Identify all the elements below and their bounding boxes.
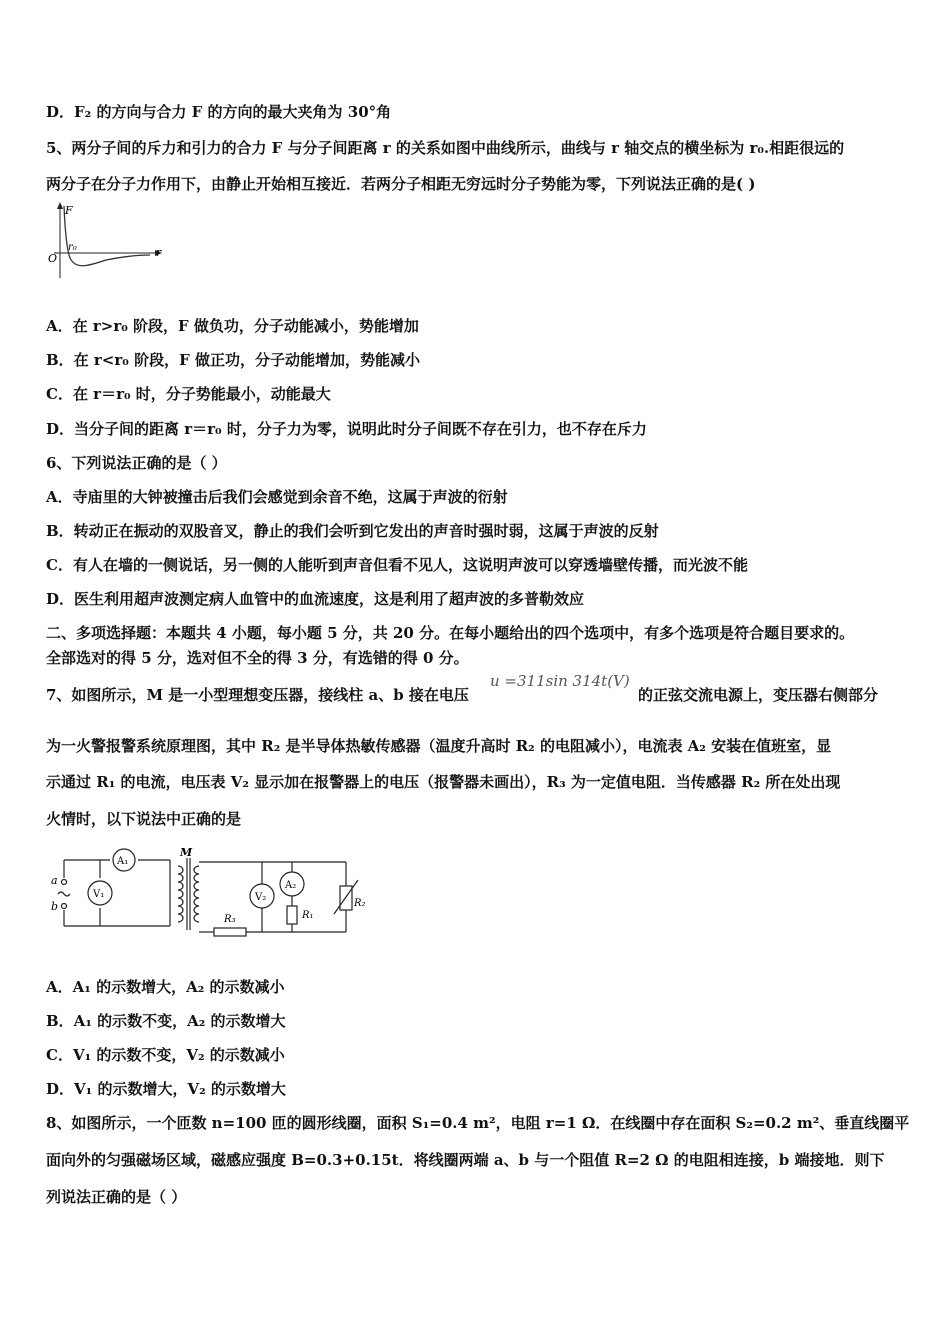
q6-option-a: A．寺庙里的大钟被撞击后我们会感觉到余音不绝，这属于声波的衍射 (46, 488, 508, 506)
label-a1: A₁ (117, 856, 129, 867)
label-v1: V₁ (93, 889, 105, 900)
y-axis-label: F (65, 204, 73, 217)
q5-option-a: A．在 r>r₀ 阶段，F 做负功，分子动能减小，势能增加 (46, 317, 419, 335)
q7-stem-4: 火情时，以下说法中正确的是 (46, 810, 242, 828)
q7-stem-2: 为一火警报警系统原理图，其中 R₂ 是半导体热敏传感器（温度升高时 R₂ 的电阻减小），电流表 A₂ 安装在值班室，显 (46, 737, 832, 755)
q7-option-b: B．A₁ 的示数不变，A₂ 的示数增大 (46, 1012, 286, 1030)
q5-option-b: B．在 r<r₀ 阶段，F 做正功，分子动能增加，势能减小 (46, 351, 420, 369)
q6-option-b: B．转动正在振动的双股音叉，静止的我们会听到它发出的声音时强时弱，这属于声波的反射 (46, 522, 659, 540)
x-axis-label: r (156, 246, 162, 259)
q7-option-a: A．A₁ 的示数增大，A₂ 的示数减小 (46, 978, 285, 996)
q7-option-c: C．V₁ 的示数不变，V₂ 的示数减小 (46, 1046, 285, 1064)
q5-stem-2: 两分子在分子力作用下，由静止开始相互接近．若两分子相距无穷远时分子势能为零，下列说法正确的是( ) (46, 175, 756, 193)
q8-stem-2: 面向外的匀强磁场区域，磁感应强度 B=0.3+0.15t．将线圈两端 a、b 与一个阻值 R=2 Ω 的电阻相连接，b 端接地．则下 (46, 1151, 885, 1169)
force-distance-graph (46, 200, 166, 282)
q8-stem-1: 8、如图所示，一个匝数 n=100 匝的圆形线圈，面积 S₁=0.4 m²，电阻 r=1 Ω．在线圈中存在面积 S₂=0.2 m²、垂直线圈平 (46, 1114, 910, 1132)
q7-stem-right: 的正弦交流电源上，变压器右侧部分 (638, 686, 879, 704)
label-a2: A₂ (285, 880, 297, 891)
q6-option-c: C．有人在墙的一侧说话，另一侧的人能听到声音但看不见人，这说明声波可以穿透墙壁传播，而光波不能 (46, 556, 748, 574)
section-2-heading-1: 二、多项选择题：本题共 4 小题，每小题 5 分，共 20 分。在每小题给出的四个选项中，有多个选项是符合题目要求的。 (46, 624, 855, 642)
q7-stem-left: 7、如图所示，M 是一小型理想变压器，接线柱 a、b 接在电压 (46, 686, 469, 704)
q7-option-d: D．V₁ 的示数增大，V₂ 的示数增大 (46, 1080, 286, 1098)
label-r2: R₂ (354, 898, 366, 909)
label-b: b (51, 900, 59, 913)
q8-stem-3: 列说法正确的是（ ） (46, 1188, 187, 1206)
label-v2: V₂ (255, 892, 267, 903)
label-r1: R₁ (302, 910, 314, 921)
q7-stem-3: 示通过 R₁ 的电流，电压表 V₂ 显示加在报警器上的电压（报警器未画出），R₃ 为一定值电阻．当传感器 R₂ 所在处出现 (46, 773, 841, 791)
q6-option-d: D．医生利用超声波测定病人血管中的血流速度，这是利用了超声波的多普勒效应 (46, 590, 585, 608)
section-2-heading-2: 全部选对的得 5 分，选对但不全的得 3 分，有选错的得 0 分。 (46, 649, 469, 667)
transformer-alarm-circuit (46, 844, 366, 940)
option-d-prev: D．F₂ 的方向与合力 F 的方向的最大夹角为 30°角 (46, 103, 392, 121)
q5-option-d: D．当分子间的距离 r＝r₀ 时，分子力为零，说明此时分子间既不存在引力，也不存在斥力 (46, 420, 647, 438)
r0-label: r₀ (68, 242, 77, 253)
label-m: M (180, 846, 193, 859)
q6-stem: 6、下列说法正确的是（ ） (46, 454, 227, 472)
q5-stem-1: 5、两分子间的斥力和引力的合力 F 与分子间距离 r 的关系如图中曲线所示，曲线与 r 轴交点的横坐标为 r₀.相距很远的 (46, 139, 845, 157)
label-a: a (51, 874, 58, 887)
voltage-formula: u =311sin 314t(V) (490, 672, 630, 690)
q5-option-c: C．在 r＝r₀ 时，分子势能最小，动能最大 (46, 385, 331, 403)
origin-label: O (48, 252, 58, 265)
label-r3: R₃ (224, 914, 236, 925)
